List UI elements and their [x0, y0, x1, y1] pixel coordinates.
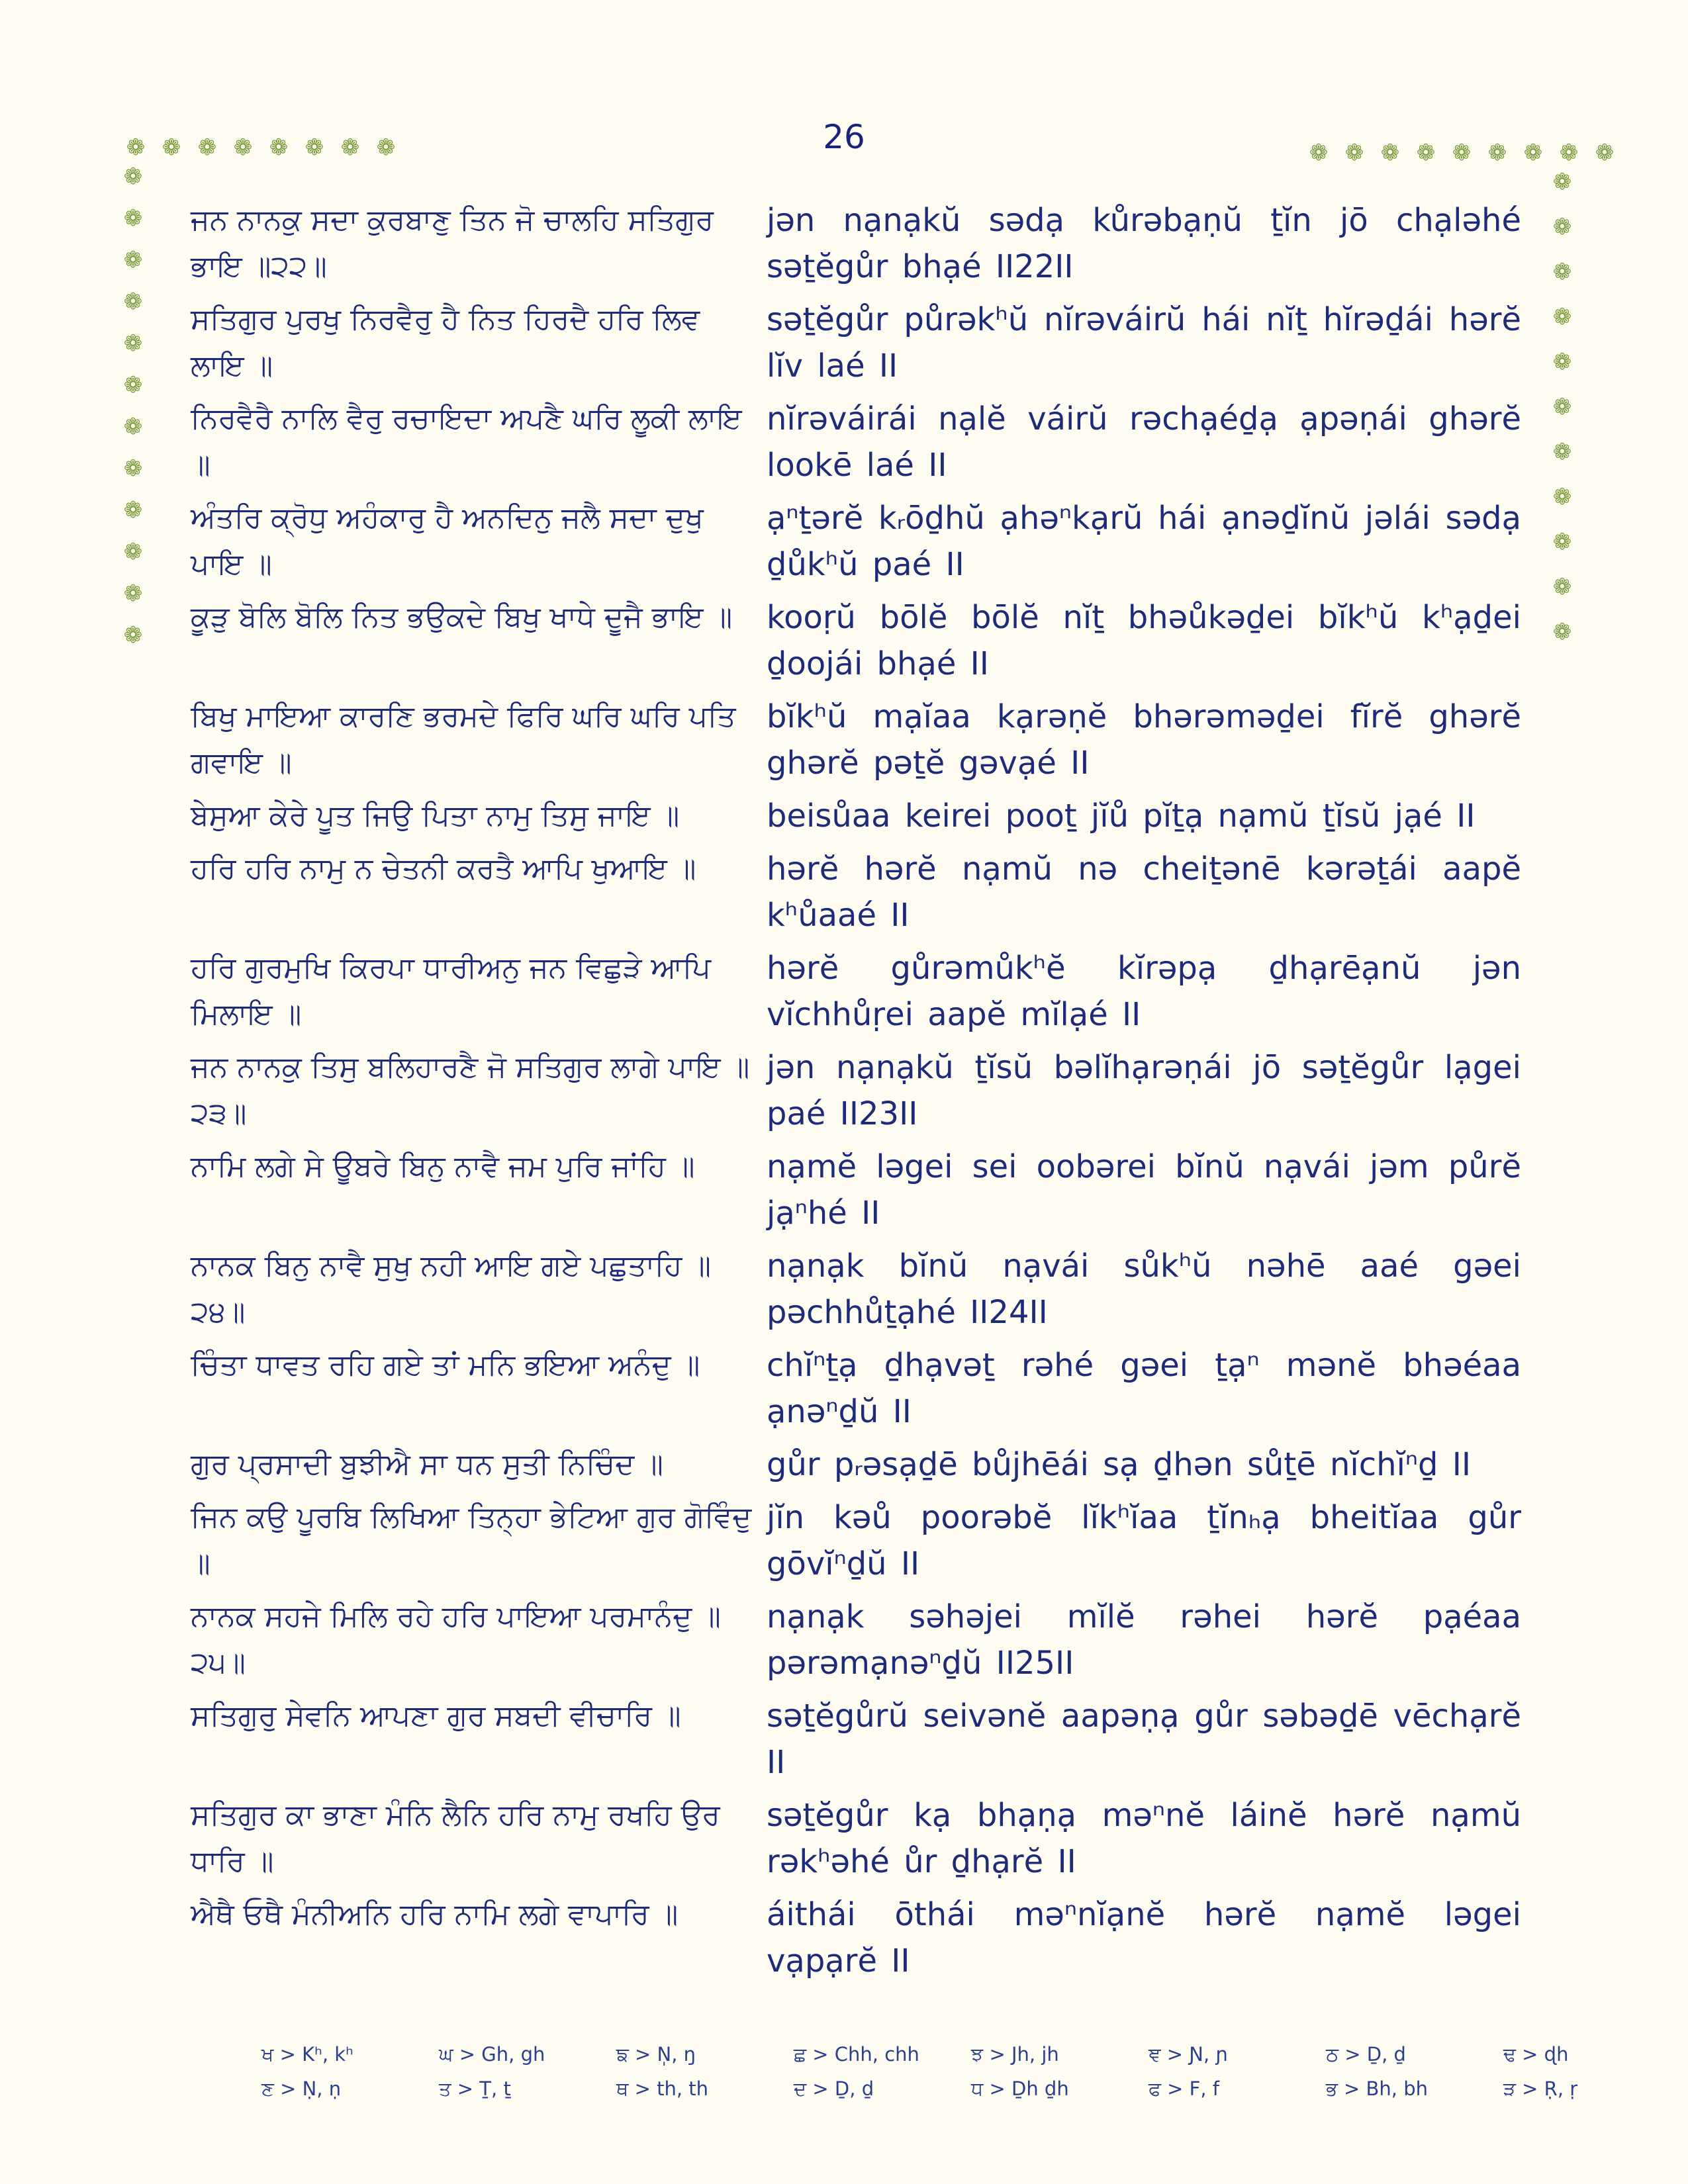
rosette-icon: ❁ [1552, 439, 1572, 465]
rosette-icon: ❁ [1416, 140, 1436, 166]
rosette-icon: ❁ [1552, 259, 1572, 285]
verse-row [191, 1342, 1521, 1441]
ornament-left-column [122, 165, 144, 647]
verse-row [191, 1594, 1521, 1693]
transliteration-text: hərĕ gůrəmůkʰĕ kĭrəpạ ḏhạrēạnŭ jən vĭchhůṛei aapĕ mĭlạé II [767, 950, 1521, 1033]
gurmukhi-text: ਸਤਿਗੁਰੁ ਸੇਵਨਿ ਆਪਣਾ ਗੁਰ ਸਬਦੀ ਵੀਚਾਰਿ ॥ [191, 1699, 681, 1733]
legend-item: ਝ > Jh, jh [971, 2042, 1059, 2066]
gurmukhi-text: ਹਰਿ ਗੁਰਮੁਖਿ ਕਿਰਪਾ ਧਾਰੀਅਨੁ ਜਨ ਵਿਛੁੜੇ ਆਪਿ ਮਿਲਾਇ ॥ [191, 951, 711, 1031]
transliteration-text: ạⁿṯərĕ kᵣōḏhŭ ạhəⁿkạrŭ hái ạnəḏĭnŭ jəlái sədạ ḏůkʰŭ paé II [767, 500, 1521, 583]
legend-item: ਞ > Ɲ, ɲ [1149, 2042, 1229, 2066]
gurmukhi-text: ਅੰਤਰਿ ਕ੍ਰੋਧੁ ਅਹੰਕਾਰੁ ਹੈ ਅਨਦਿਨੁ ਜਲੈ ਸਦਾ ਦੁਖੁ ਪਾਇ ॥ [191, 501, 704, 581]
transliteration-text: jən nạnạkŭ ṯĭsŭ bəlĭhạrəṇái jō səṯĕgůr lạgei paé II23II [767, 1049, 1521, 1132]
rosette-icon: ❁ [1309, 140, 1329, 166]
gurmukhi-text: ਜਿਨ ਕਉ ਪੂਰਬਿ ਲਿਖਿਆ ਤਿਨ੍ਹਾ ਭੇਟਿਆ ਗੁਰ ਗੋਵਿੰਦੁ ॥ [191, 1500, 752, 1580]
transliteration-text: gůr pᵣəsạḏē bůjhēái sạ ḏhən sůṯē nĭchĭⁿḏ II [767, 1446, 1472, 1483]
gurmukhi-text: ਜਨ ਨਾਨਕੁ ਸਦਾ ਕੁਰਬਾਣੁ ਤਿਨ ਜੋ ਚਾਲਹਿ ਸਤਿਗੁਰ ਭਾਇ ॥੨੨॥ [191, 203, 714, 283]
rosette-icon: ❁ [305, 134, 324, 161]
legend-item: ਛ > Chh, chh [794, 2042, 919, 2066]
legend-row [261, 2037, 1681, 2071]
legend-item: ਢ > ɖh [1503, 2042, 1569, 2066]
legend-item: ਥ > th, th [616, 2077, 709, 2100]
verse-row [191, 1494, 1521, 1594]
rosette-icon: ❁ [1552, 214, 1572, 240]
rosette-icon: ❁ [123, 330, 143, 357]
rosette-icon: ❁ [1487, 140, 1507, 166]
gurmukhi-text: ਬਿਖੁ ਮਾਇਆ ਕਾਰਣਿ ਭਰਮਦੇ ਫਿਰਿ ਘਰਿ ਘਰਿ ਪਤਿ ਗਵਾਇ ॥ [191, 700, 736, 780]
ornament-right-column [1551, 171, 1573, 643]
verse-row [191, 1792, 1521, 1891]
gurmukhi-text: ਬੇਸੁਆ ਕੇਰੇ ਪੂਤ ਜਿਉ ਪਿਤਾ ਨਾਮੁ ਤਿਸੁ ਜਾਇ ॥ [191, 799, 680, 833]
legend-item: ਭ > Bh, bh [1326, 2077, 1429, 2100]
transliteration-text: nĭrəváirái nạlĕ váirŭ rəchạéḏạ ạpəṇái ghərĕ lookē laé II [767, 400, 1521, 484]
gurmukhi-text: ਨਾਨਕ ਸਹਜੇ ਮਿਲਿ ਰਹੇ ਹਰਿ ਪਾਇਆ ਪਰਮਾਨੰਦੁ ॥੨੫॥ [191, 1600, 721, 1680]
verse-row [191, 1243, 1521, 1342]
transliteration-text: chĭⁿṯạ ḏhạvəṯ rəhé gəei ṯạⁿ mənĕ bhəéaa ạnəⁿḏŭ II [767, 1347, 1521, 1430]
verse-row [191, 846, 1521, 945]
verse-row [191, 945, 1521, 1044]
rosette-icon: ❁ [1380, 140, 1400, 166]
transliteration-text: jən nạnạkŭ sədạ kůrəbạṇŭ ṯĭn jō chạləhé səṯĕgůr bhạé II22II [767, 202, 1521, 285]
page-number: 26 [823, 118, 865, 156]
verse-row [191, 495, 1521, 594]
legend-item: ਘ > Gh, gh [439, 2042, 545, 2066]
legend-item: ਙ > N̩, ŋ [616, 2042, 696, 2066]
rosette-icon: ❁ [1595, 140, 1615, 166]
rosette-icon: ❁ [123, 247, 143, 273]
rosette-icon: ❁ [123, 372, 143, 398]
rosette-icon: ❁ [123, 455, 143, 482]
gurmukhi-text: ਨਿਰਵੈਰੈ ਨਾਲਿ ਵੈਰੁ ਰਚਾਇਦਾ ਅਪਣੈ ਘਰਿ ਲੂਕੀ ਲਾਇ ॥ [191, 402, 742, 482]
transliteration-text: səṯĕgůr kạ bhạṇạ məⁿnĕ láinĕ hərĕ nạmŭ rəkʰəhé ůr ḏhạrĕ II [767, 1797, 1521, 1880]
rosette-icon: ❁ [1559, 140, 1579, 166]
legend-item: ਧ > Ḏh ḏh [971, 2077, 1069, 2100]
verse-row [191, 1144, 1521, 1243]
legend-item: ਣ > Ṇ, ṇ [261, 2077, 342, 2100]
transliteration-text: jĭn kəů poorəbĕ lĭkʰĭaa ṯĭnₕạ bheitĭaa gůr gōvĭⁿḏŭ II [767, 1499, 1521, 1582]
transliteration-text: áithái ōthái məⁿnĭạnĕ hərĕ nạmĕ ləgei vạpạrĕ II [767, 1896, 1521, 1979]
gurmukhi-text: ਸਤਿਗੁਰ ਪੁਰਖੁ ਨਿਰਵੈਰੁ ਹੈ ਨਿਤ ਹਿਰਦੈ ਹਰਿ ਲਿਵ ਲਾਇ ॥ [191, 302, 700, 383]
verse-row [191, 296, 1521, 396]
verse-row [191, 793, 1521, 846]
gurmukhi-text: ਕੂੜੁ ਬੋਲਿ ਬੋਲਿ ਨਿਤ ਭਉਕਦੇ ਬਿਖੁ ਖਾਧੇ ਦੂਜੈ ਭਾਇ ॥ [191, 600, 733, 634]
rosette-icon: ❁ [123, 622, 143, 649]
transliteration-text: bĭkʰŭ mạĭaa kạrəṇĕ bhərəməḏei fĭrĕ ghərĕ ghərĕ pəṯĕ gəvạé II [767, 698, 1521, 782]
rosette-icon: ❁ [233, 134, 253, 161]
verse-row [191, 1693, 1521, 1792]
rosette-icon: ❁ [1552, 574, 1572, 600]
rosette-icon: ❁ [376, 134, 396, 161]
transliteration-text: kooṛŭ bōlĕ bōlĕ nĭṯ bhəůkəḏei bĭkʰŭ kʰạḏei ḏoojái bhạé II [767, 599, 1521, 682]
rosette-icon: ❁ [162, 134, 181, 161]
transliteration-text: hərĕ hərĕ nạmŭ nə cheiṯənē kərəṯái aapĕ kʰůaaé II [767, 850, 1521, 934]
verse-row [191, 594, 1521, 694]
rosette-icon: ❁ [1552, 529, 1572, 555]
transliteration-text: səṯĕgůr půrəkʰŭ nĭrəváirŭ hái nĭṯ hĭrəḏái hərĕ lĭv laé II [767, 301, 1521, 385]
rosette-icon: ❁ [1552, 619, 1572, 645]
legend-item: ਖ > Kʰ, kʰ [261, 2042, 353, 2066]
gurmukhi-text: ਨਾਮਿ ਲਗੇ ਸੇ ਊਬਰੇ ਬਿਨੁ ਨਾਵੈ ਜਮ ਪੁਰਿ ਜਾਂਹਿ ॥ [191, 1150, 695, 1183]
gurmukhi-text: ਚਿੰਤਾ ਧਾਵਤ ਰਹਿ ਗਏ ਤਾਂ ਮਨਿ ਭਇਆ ਅਨੰਦੁ ॥ [191, 1348, 700, 1382]
verse-row [191, 396, 1521, 495]
rosette-icon: ❁ [1552, 484, 1572, 510]
gurmukhi-text: ਗੁਰ ਪ੍ਰਸਾਦੀ ਬੁਝੀਐ ਸਾ ਧਨ ਸੁਤੀ ਨਿਚਿੰਦ ॥ [191, 1447, 663, 1481]
rosette-icon: ❁ [123, 205, 143, 232]
transliteration-text: nạnạk səhəjei mĭlĕ rəhei hərĕ pạéaa pərəmạnəⁿḏŭ II25II [767, 1598, 1521, 1682]
rosette-icon: ❁ [269, 134, 289, 161]
rosette-icon: ❁ [123, 163, 143, 190]
gurmukhi-text: ਹਰਿ ਹਰਿ ਨਾਮੁ ਨ ਚੇਤਨੀ ਕਰਤੈ ਆਪਿ ਖੁਆਇ ॥ [191, 852, 696, 886]
transliteration-text: nạnạk bĭnŭ nạvái sůkʰŭ nəhē aaé gəei pəchhůṯạhé II24II [767, 1248, 1521, 1331]
legend-item: ੜ > Ṛ, ṛ [1503, 2077, 1578, 2100]
rosette-icon: ❁ [123, 289, 143, 315]
rosette-icon: ❁ [197, 134, 217, 161]
rosette-icon: ❁ [1552, 169, 1572, 195]
legend-item: ਦ > Ḏ, ḏ [794, 2077, 874, 2100]
transliteration-text: səṯĕgůrŭ seivənĕ aapəṇạ gůr səbəḏē vēchạrĕ II [767, 1698, 1521, 1781]
rosette-icon: ❁ [123, 497, 143, 523]
rosette-icon: ❁ [1552, 394, 1572, 420]
legend-item: ਠ > Ḏ, ḏ [1326, 2042, 1406, 2066]
gurmukhi-text: ਨਾਨਕ ਬਿਨੁ ਨਾਵੈ ਸੁਖੁ ਨਹੀ ਆਇ ਗਏ ਪਛੁਤਾਹਿ ॥੨੪॥ [191, 1249, 712, 1329]
legend-item: ਫ > F, f [1149, 2077, 1219, 2100]
transliteration-text: nạmĕ ləgei sei oobərei bĭnŭ nạvái jəm půrĕ jạⁿhé II [767, 1148, 1521, 1232]
gurmukhi-text: ਐਥੈ ਓਥੈ ਮੰਨੀਅਨਿ ਹਰਿ ਨਾਮਿ ਲਗੇ ਵਾਪਾਰਿ ॥ [191, 1897, 679, 1931]
legend-item: ਤ > Ṯ, ṯ [439, 2077, 511, 2100]
legend-row [261, 2071, 1681, 2106]
rosette-icon: ❁ [1523, 140, 1543, 166]
ornament-top-left [124, 136, 397, 159]
rosette-icon: ❁ [1344, 140, 1364, 166]
rosette-icon: ❁ [1552, 349, 1572, 375]
transliteration-text: beisůaa keirei pooṯ jĭů pĭṯạ nạmŭ ṯĭsŭ jạé II [767, 797, 1476, 835]
transliteration-legend [261, 2037, 1681, 2106]
gurmukhi-text: ਸਤਿਗੁਰ ਕਾ ਭਾਣਾ ਮੰਨਿ ਲੈਨਿ ਹਰਿ ਨਾਮੁ ਰਖਹਿ ਉਰ ਧਾਰਿ ॥ [191, 1798, 720, 1878]
rosette-icon: ❁ [123, 539, 143, 565]
ornament-top-right [1307, 142, 1616, 164]
verse-row [191, 1891, 1521, 1991]
rosette-icon: ❁ [126, 134, 146, 161]
gurmukhi-text: ਜਨ ਨਾਨਕੁ ਤਿਸੁ ਬਲਿਹਾਰਣੈ ਜੋ ਸਤਿਗੁਰ ਲਾਗੇ ਪਾਇ ॥੨੩॥ [191, 1050, 750, 1130]
rosette-icon: ❁ [1552, 304, 1572, 330]
verse-row [191, 1044, 1521, 1144]
rosette-icon: ❁ [1452, 140, 1472, 166]
verse-row [191, 1441, 1521, 1494]
rosette-icon: ❁ [123, 414, 143, 440]
verse-row [191, 197, 1521, 296]
rosette-icon: ❁ [123, 580, 143, 607]
verse-table [191, 197, 1521, 1991]
rosette-icon: ❁ [340, 134, 360, 161]
verse-row [191, 694, 1521, 793]
